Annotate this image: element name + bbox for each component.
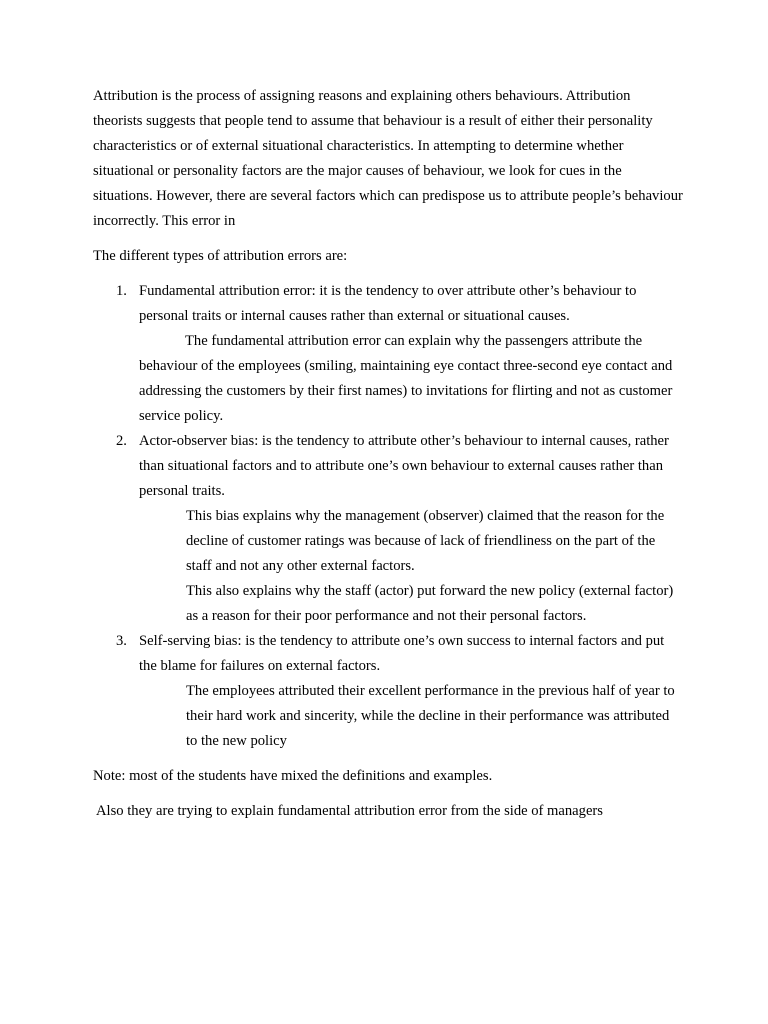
error-example: This bias explains why the management (observer) claimed that the reason for the decline of customer ratings was because of lack of friendliness on the part of the staff and not any other external factors. xyxy=(186,508,665,574)
error-definition: Self-serving bias: is the tendency to attribute one’s own success to internal factors and put the blame for failures on external factors. xyxy=(139,633,665,674)
intro-paragraph: Attribution is the process of assigning reasons and explaining others behaviours. Attribution theorists suggests that people tend to assume that behaviour is a result of either their personality characteristics or of external situational characteristics. In attempting to determine whether situational or personality factors are the major causes of behaviour, we look for cues in the situations. However, there are several factors which can predispose us to attribute people’s behaviour incorrectly. This error in xyxy=(93,88,683,229)
error-definition: Fundamental attribution error: it is the tendency to over attribute other’s behaviour to personal traits or internal causes rather than external or situational causes. xyxy=(139,283,637,324)
note-paragraph: Note: most of the students have mixed the definitions and examples. xyxy=(93,768,493,784)
list-item-self-serving-bias xyxy=(93,629,683,754)
error-example: This also explains why the staff (actor) put forward the new policy (external factor) as a reason for their poor performance and not their personal factors. xyxy=(186,583,674,624)
list-item-actor-observer-bias xyxy=(93,429,683,629)
list-item-number: 1. xyxy=(116,283,127,299)
list-item-number: 2. xyxy=(116,433,127,449)
list-item-fundamental-attribution-error xyxy=(93,279,683,429)
error-definition: Actor-observer bias: is the tendency to attribute other’s behaviour to internal causes, rather than situational factors and to attribute one’s own behaviour to external causes rather than personal traits. xyxy=(139,433,669,499)
also-paragraph: Also they are trying to explain fundamental attribution error from the side of managers xyxy=(96,803,603,819)
document-page xyxy=(93,84,683,824)
error-example: The employees attributed their excellent performance in the previous half of year to their hard work and sincerity, while the decline in their performance was attributed to the new policy xyxy=(186,683,675,749)
attribution-errors-list xyxy=(93,279,683,754)
error-example: The fundamental attribution error can explain why the passengers attribute the behaviour of the employees (smiling, maintaining eye contact three-second eye contact and addressing the customers by their first names) to invitations for flirting and not as customer service policy. xyxy=(139,333,673,424)
error-types-heading: The different types of attribution errors are: xyxy=(93,248,348,264)
list-item-number: 3. xyxy=(116,633,127,649)
